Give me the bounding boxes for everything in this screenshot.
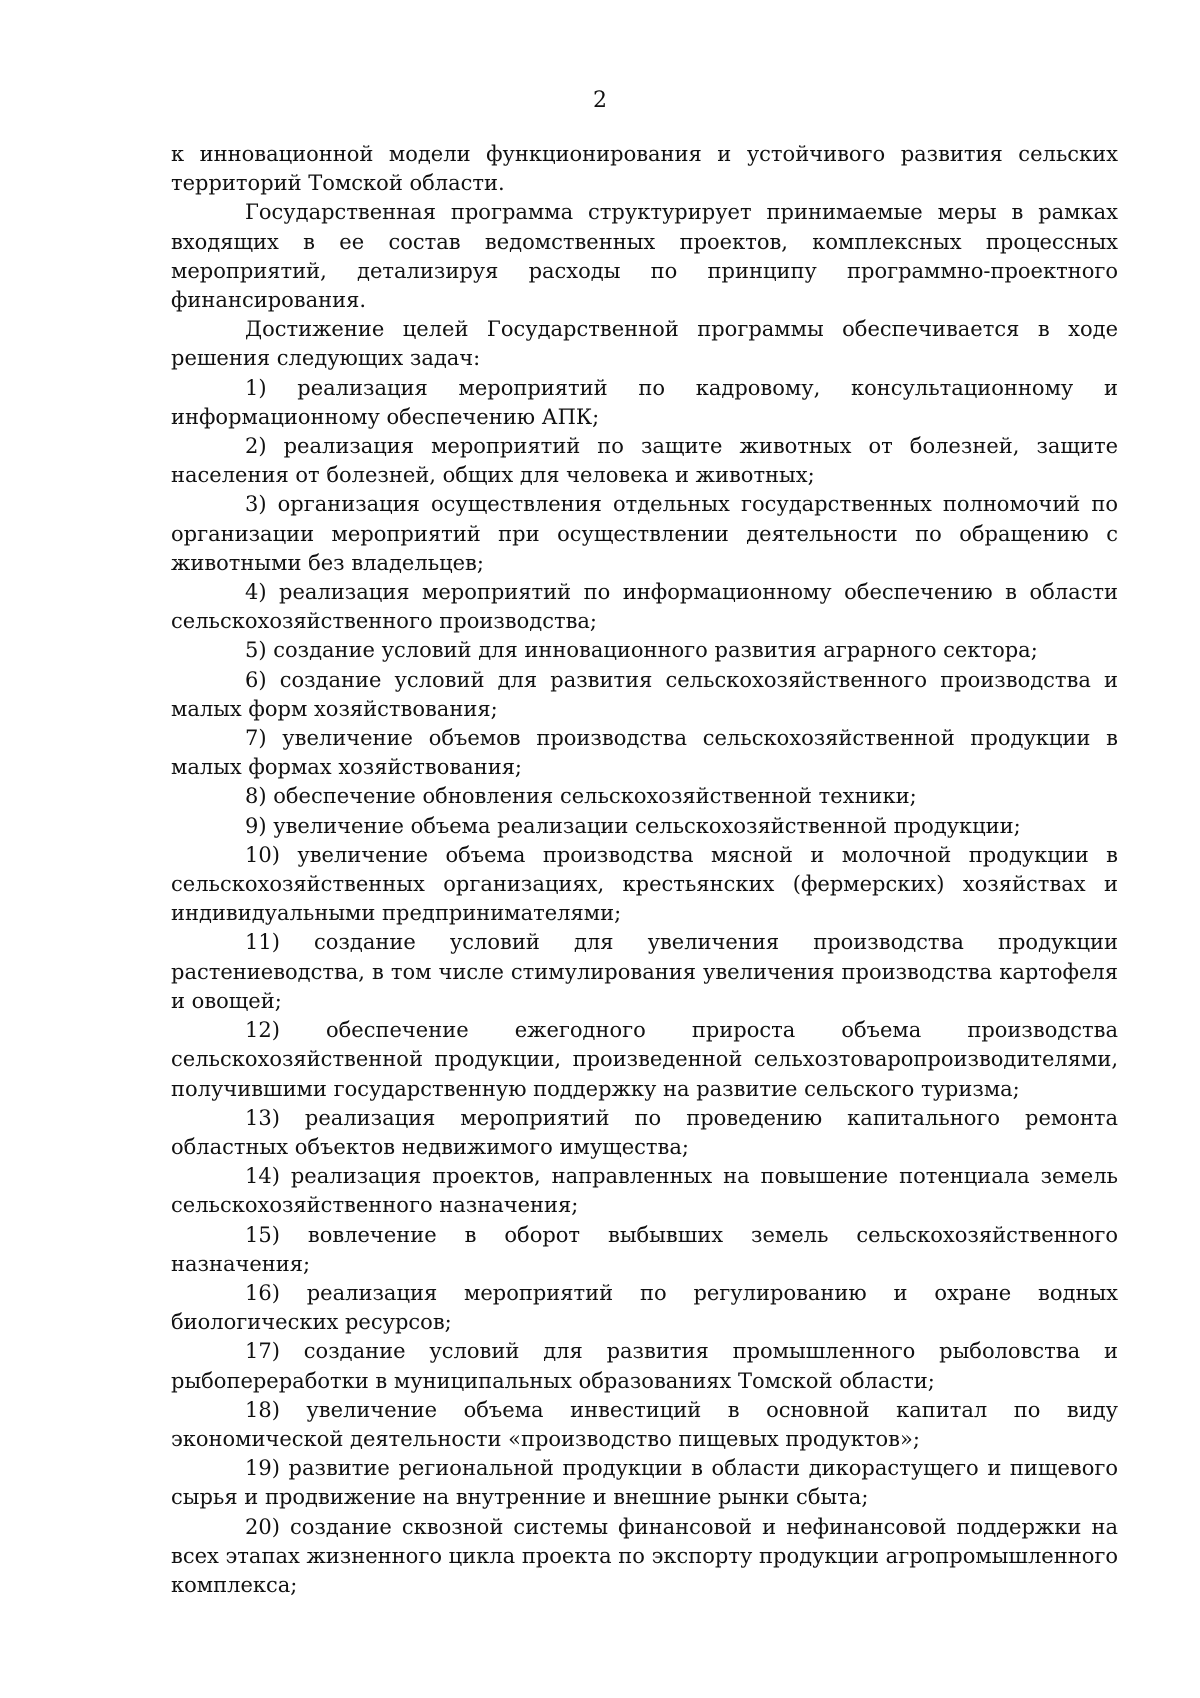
- task-item: 4) реализация мероприятий по информационному обеспечению в области сельскохозяйственного производства;: [171, 580, 1118, 634]
- task-item: 3) организация осуществления отдельных государственных полномочий по организации мероприятий при осуществлении деятельности по обращению с животными без владельцев;: [171, 492, 1118, 575]
- paragraph-program-structure: Государственная программа структурирует принимаемые меры в рамках входящих в ее состав ведомственных проектов, комплексных процессных мероприятий, детализируя расходы по принципу программно-проектного финансирования.: [171, 200, 1118, 313]
- task-item: 19) развитие региональной продукции в области дикорастущего и пищевого сырья и продвижение на внутренние и внешние рынки сбыта;: [171, 1456, 1118, 1510]
- task-item: 15) вовлечение в оборот выбывших земель сельскохозяйственного назначения;: [171, 1222, 1118, 1276]
- task-item: 10) увеличение объема производства мясной и молочной продукции в сельскохозяйственных организациях, крестьянских (фермерских) хозяйствах и индивидуальными предпринимателями;: [171, 842, 1118, 926]
- paragraph-goals-intro: Достижение целей Государственной программы обеспечивается в ходе решения следующих задач:: [171, 317, 1118, 371]
- task-item: 13) реализация мероприятий по проведению капитального ремонта областных объектов недвижимого имущества;: [171, 1105, 1118, 1159]
- task-item: 16) реализация мероприятий по регулированию и охране водных биологических ресурсов;: [171, 1280, 1118, 1335]
- task-item: 20) создание сквозной системы финансовой и нефинансовой поддержки на всех этапах жизненного цикла проекта по экспорту продукции агропромышленного комплекса;: [171, 1514, 1118, 1597]
- task-item: 14) реализация проектов, направленных на повышение потенциала земель сельскохозяйственного назначения;: [171, 1164, 1118, 1218]
- task-item: 2) реализация мероприятий по защите животных от болезней, защите населения от болезней, общих для человека и животных;: [171, 434, 1118, 488]
- task-item: 18) увеличение объема инвестиций в основной капитал по виду экономической деятельности «производство пищевых продуктов»;: [171, 1397, 1118, 1451]
- paragraph-continuation: к инновационной модели функционирования и устойчивого развития сельских территорий Томской области.: [171, 142, 1118, 196]
- task-item: 9) увеличение объема реализации сельскохозяйственной продукции;: [245, 813, 1021, 838]
- task-item: 12) обеспечение ежегодного прироста объема производства сельскохозяйственной продукции, произведенной сельхозтоваропроизводителями, получившими государственную поддержку на развитие сельского туризма;: [171, 1018, 1118, 1101]
- task-item: 5) создание условий для инновационного развития аграрного сектора;: [245, 638, 1038, 663]
- document-body: [171, 140, 1118, 1600]
- task-item: 7) увеличение объемов производства сельскохозяйственной продукции в малых формах хозяйствования;: [171, 726, 1118, 780]
- task-item: 11) создание условий для увеличения производства продукции растениеводства, в том числе стимулирования увеличения производства картофеля и овощей;: [171, 930, 1118, 1013]
- task-item: 8) обеспечение обновления сельскохозяйственной техники;: [245, 784, 917, 809]
- task-item: 1) реализация мероприятий по кадровому, консультационному и информационному обеспечению АПК;: [171, 375, 1118, 429]
- task-item: 17) создание условий для развития промышленного рыболовства и рыбопереработки в муниципальных образованиях Томской области;: [171, 1339, 1118, 1393]
- page-number: 2: [593, 88, 607, 113]
- task-item: 6) создание условий для развития сельскохозяйственного производства и малых форм хозяйствования;: [171, 667, 1118, 721]
